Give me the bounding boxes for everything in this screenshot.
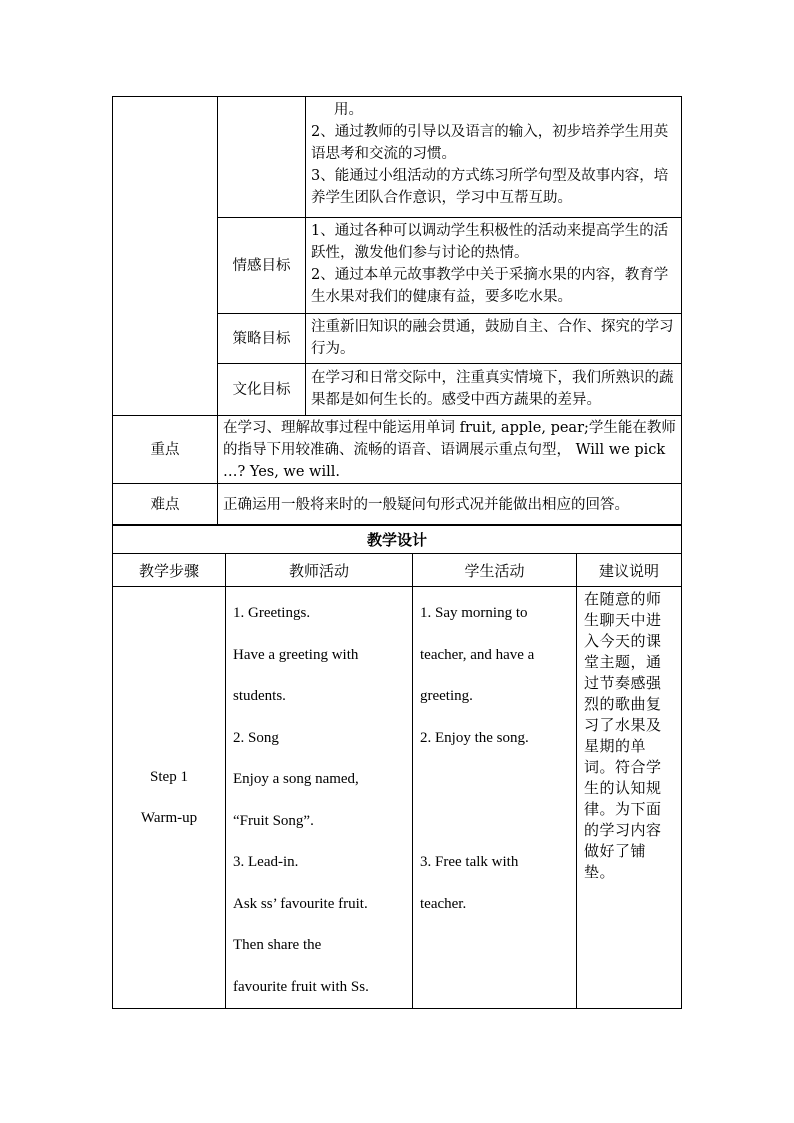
header-student-activity: 学生活动 xyxy=(413,554,577,587)
student-line xyxy=(420,801,569,843)
student-line xyxy=(420,759,569,801)
objectives-category-cell xyxy=(113,97,218,416)
teacher-line: Enjoy a song named, xyxy=(233,771,359,787)
step-number: Step 1 xyxy=(150,768,188,785)
emotion-objective-cell xyxy=(306,218,682,314)
skill-objective-cell xyxy=(306,97,682,218)
culture-label: 文化目标 xyxy=(218,364,306,416)
teacher-activity-cell xyxy=(226,587,413,1009)
difficulties-label: 难点 xyxy=(113,484,218,526)
student-activity-cell xyxy=(413,587,577,1009)
key-points-label: 重点 xyxy=(113,416,218,484)
student-line: 1. Say morning to xyxy=(420,605,528,621)
skill-label-cell xyxy=(218,97,306,218)
teacher-line: Then share the xyxy=(233,937,322,953)
emotion-line: 1、通过各种可以调动学生积极性的活动来提高学生的活跃性，激发他们参与讨论的热情。 xyxy=(311,223,669,261)
strategy-objective-cell xyxy=(306,314,682,364)
teacher-line: 3. Lead-in. xyxy=(233,854,299,870)
culture-objective-cell xyxy=(306,364,682,416)
skill-line: 3、能通过小组活动的方式练习所学句型及故事内容，培养学生团队合作意识，学习中互帮互助。 xyxy=(311,168,669,206)
note-cell xyxy=(577,587,682,1009)
teacher-line: 2. Song xyxy=(233,729,279,746)
header-teacher-activity: 教师活动 xyxy=(226,554,413,587)
student-line: teacher, and have a xyxy=(420,646,535,663)
difficulties-text: 正确运用一般将来时的一般疑问句形式况并能做出相应的回答。 xyxy=(223,496,629,513)
teaching-design-table xyxy=(112,524,682,1009)
key-points-cell xyxy=(218,416,682,484)
teacher-line: Ask ss’ favourite fruit. xyxy=(233,895,368,912)
header-notes: 建议说明 xyxy=(577,554,682,587)
objectives-table xyxy=(112,96,682,526)
student-line: greeting. xyxy=(420,688,473,704)
student-line: 3. Free talk with xyxy=(420,854,519,870)
teacher-line: favourite fruit with Ss. xyxy=(233,978,369,995)
header-steps: 教学步骤 xyxy=(113,554,226,587)
skill-line: 2、通过教师的引导以及语言的输入，初步培养学生用英语思考和交流的习惯。 xyxy=(311,124,669,162)
student-line: 2. Enjoy the song. xyxy=(420,729,529,746)
difficulties-cell xyxy=(218,484,682,526)
emotion-line: 2、通过本单元故事教学中关于采摘水果的内容，教育学生水果对我们的健康有益，要多吃水果。 xyxy=(311,267,669,305)
design-title: 教学设计 xyxy=(113,525,682,554)
step-cell xyxy=(113,587,226,1009)
key-points-text: 在学习、理解故事过程中能运用单词 fruit, apple, pear;学生能在教师的指导下用较准确、流畅的语音、语调展示重点句型， Will we pick …? Yes, we will. xyxy=(223,420,676,480)
note-text: 在随意的师生聊天中进入今天的课堂主题，通过节奏感强烈的歌曲复习了水果及星期的单词。符合学生的认知规律。为下面的学习内容做好了铺垫。 xyxy=(584,590,662,881)
teacher-line: 1. Greetings. xyxy=(233,605,311,621)
skill-line: 用。 xyxy=(334,102,363,118)
strategy-text: 注重新旧知识的融会贯通，鼓励自主、合作、探究的学习行为。 xyxy=(311,319,674,357)
student-line: teacher. xyxy=(420,895,467,912)
teacher-line: students. xyxy=(233,688,286,704)
teacher-line: Have a greeting with xyxy=(233,646,359,663)
teacher-line: “Fruit Song”. xyxy=(233,812,314,829)
strategy-label: 策略目标 xyxy=(218,314,306,364)
step-name: Warm-up xyxy=(140,809,198,826)
culture-text: 在学习和日常交际中，注重真实情境下，我们所熟识的蔬果都是如何生长的。感受中西方蔬果的差异。 xyxy=(311,370,674,408)
emotion-label: 情感目标 xyxy=(218,218,306,314)
